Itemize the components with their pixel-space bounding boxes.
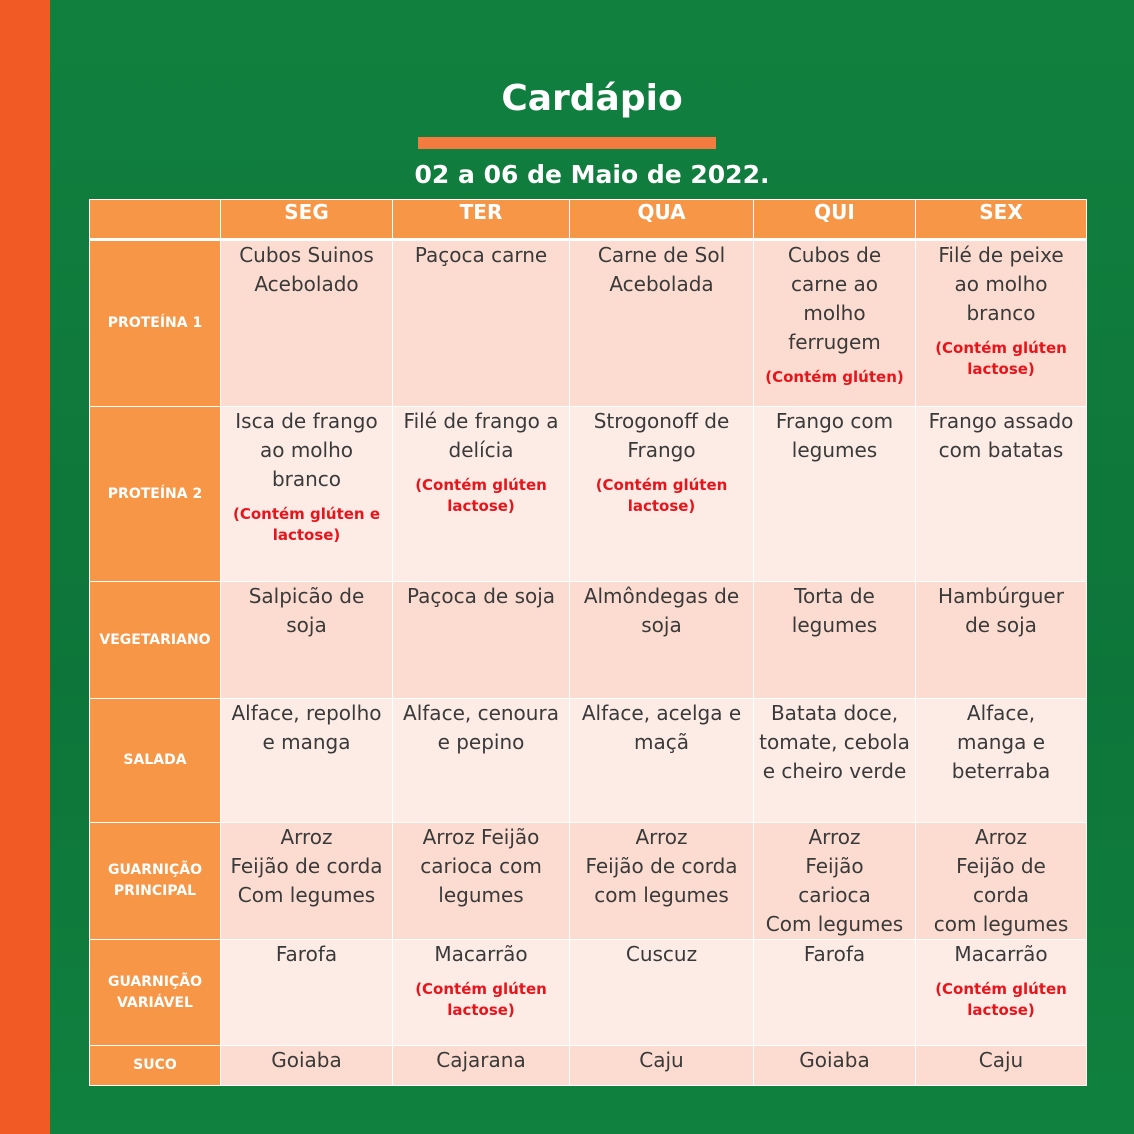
dish-text: Strogonoff de Frango [593, 409, 730, 462]
dish-text: Cubos Suinos Acebolado [239, 243, 374, 296]
row-label: SUCO [90, 1046, 221, 1086]
allergen-note: (Contém glúten lactose) [935, 980, 1067, 1019]
dish-text: Frango assado com batatas [928, 409, 1074, 462]
title-underline [418, 137, 716, 149]
menu-cell [754, 240, 916, 407]
day-header: SEX [916, 200, 1087, 240]
dish-text: Caju [978, 1048, 1024, 1072]
menu-table [89, 199, 1087, 1086]
spacer [754, 357, 915, 367]
dish-text: Alface, manga e beterraba [951, 701, 1051, 783]
menu-cell [570, 940, 754, 1046]
menu-cell [393, 1046, 570, 1086]
allergen-note: (Contém glúten lactose) [415, 980, 547, 1019]
menu-cell [570, 407, 754, 582]
dish-text: Isca de frango ao molho branco [235, 409, 378, 491]
table-row [90, 823, 1087, 940]
row-label: PROTEÍNA 2 [90, 407, 221, 582]
menu-cell [221, 823, 393, 940]
dish-text: Arroz Feijão carioca Com legumes [765, 825, 904, 936]
menu-cell [393, 823, 570, 940]
dish-text: Macarrão [954, 942, 1048, 966]
allergen-note: (Contém glúten lactose) [935, 339, 1067, 378]
table-row [90, 582, 1087, 699]
menu-cell [754, 1046, 916, 1086]
side-stripe [0, 0, 50, 1134]
dish-text: Filé de peixe ao molho branco [938, 243, 1064, 325]
menu-cell [570, 699, 754, 823]
menu-cell [393, 240, 570, 407]
table-row [90, 240, 1087, 407]
menu-cell [754, 699, 916, 823]
dish-text: Goiaba [799, 1048, 870, 1072]
row-label: GUARNIÇÃO VARIÁVEL [90, 940, 221, 1046]
menu-cell [393, 940, 570, 1046]
header-corner [90, 200, 221, 240]
menu-cell [754, 940, 916, 1046]
dish-text: Torta de legumes [791, 584, 878, 637]
allergen-note: (Contém glúten lactose) [415, 476, 547, 515]
dish-text: Caju [639, 1048, 684, 1072]
menu-cell [916, 1046, 1087, 1086]
spacer [393, 465, 569, 475]
spacer [570, 465, 753, 475]
row-label: SALADA [90, 699, 221, 823]
menu-cell [570, 823, 754, 940]
table-row [90, 699, 1087, 823]
menu-cell [221, 582, 393, 699]
table-row [90, 407, 1087, 582]
menu-cell [916, 823, 1087, 940]
menu-cell [916, 240, 1087, 407]
menu-cell [393, 582, 570, 699]
menu-cell [393, 699, 570, 823]
dish-text: Cubos de carne ao molho ferrugem [787, 243, 882, 354]
menu-cell [221, 407, 393, 582]
page-title: Cardápio [501, 78, 683, 119]
dish-text: Hambúrguer de soja [938, 584, 1064, 637]
table-row [90, 940, 1087, 1046]
dish-text: Paçoca de soja [406, 584, 556, 608]
dish-text: Alface, acelga e maçã [581, 701, 742, 754]
menu-cell [570, 582, 754, 699]
allergen-note: (Contém glúten e lactose) [232, 505, 381, 544]
dish-text: Goiaba [271, 1048, 342, 1072]
allergen-note: (Contém glúten lactose) [595, 476, 728, 515]
menu-cell [916, 582, 1087, 699]
menu-cell [570, 240, 754, 407]
dish-text: Salpicão de soja [248, 584, 365, 637]
dish-text: Alface, cenoura e pepino [403, 701, 559, 754]
dish-text: Batata doce, tomate, cebola e cheiro verde [759, 701, 910, 783]
header-row [90, 200, 1087, 240]
spacer [916, 328, 1086, 338]
dish-text: Cuscuz [625, 942, 698, 966]
dish-text: Arroz Feijão carioca com legumes [420, 825, 542, 907]
dish-text: Paçoca carne [414, 243, 548, 267]
row-label: GUARNIÇÃO PRINCIPAL [90, 823, 221, 940]
menu-cell [570, 1046, 754, 1086]
row-label: PROTEÍNA 1 [90, 240, 221, 407]
dish-text: Carne de Sol Acebolada [597, 243, 726, 296]
dish-text: Farofa [275, 942, 338, 966]
dish-text: Cajarana [436, 1048, 526, 1072]
dish-text: Filé de frango a delícia [403, 409, 559, 462]
menu-cell [221, 699, 393, 823]
spacer [393, 969, 569, 979]
dish-text: Arroz Feijão de corda com legumes [585, 825, 738, 907]
menu-cell [916, 699, 1087, 823]
menu-cell [916, 940, 1087, 1046]
menu-cell [754, 582, 916, 699]
dish-text: Frango com legumes [775, 409, 894, 462]
menu-cell [221, 940, 393, 1046]
dish-text: Farofa [803, 942, 866, 966]
dish-text: Arroz Feijão de corda Com legumes [230, 825, 383, 907]
dish-text: Almôndegas de soja [583, 584, 740, 637]
dish-text: Alface, repolho e manga [231, 701, 382, 754]
menu-cell [221, 240, 393, 407]
spacer [916, 969, 1086, 979]
menu-body [90, 240, 1087, 1086]
menu-cell [393, 407, 570, 582]
dish-text: Arroz Feijão de corda com legumes [933, 825, 1069, 936]
row-label: VEGETARIANO [90, 582, 221, 699]
table-row [90, 1046, 1087, 1086]
dish-text: Macarrão [434, 942, 528, 966]
day-header: QUI [754, 200, 916, 240]
menu-cell [754, 823, 916, 940]
allergen-note: (Contém glúten) [765, 368, 904, 386]
day-header: TER [393, 200, 570, 240]
page-subtitle: 02 a 06 de Maio de 2022. [414, 160, 770, 189]
menu-cell [916, 407, 1087, 582]
spacer [221, 494, 392, 504]
day-header: SEG [221, 200, 393, 240]
menu-cell [221, 1046, 393, 1086]
menu-cell [754, 407, 916, 582]
day-header: QUA [570, 200, 754, 240]
